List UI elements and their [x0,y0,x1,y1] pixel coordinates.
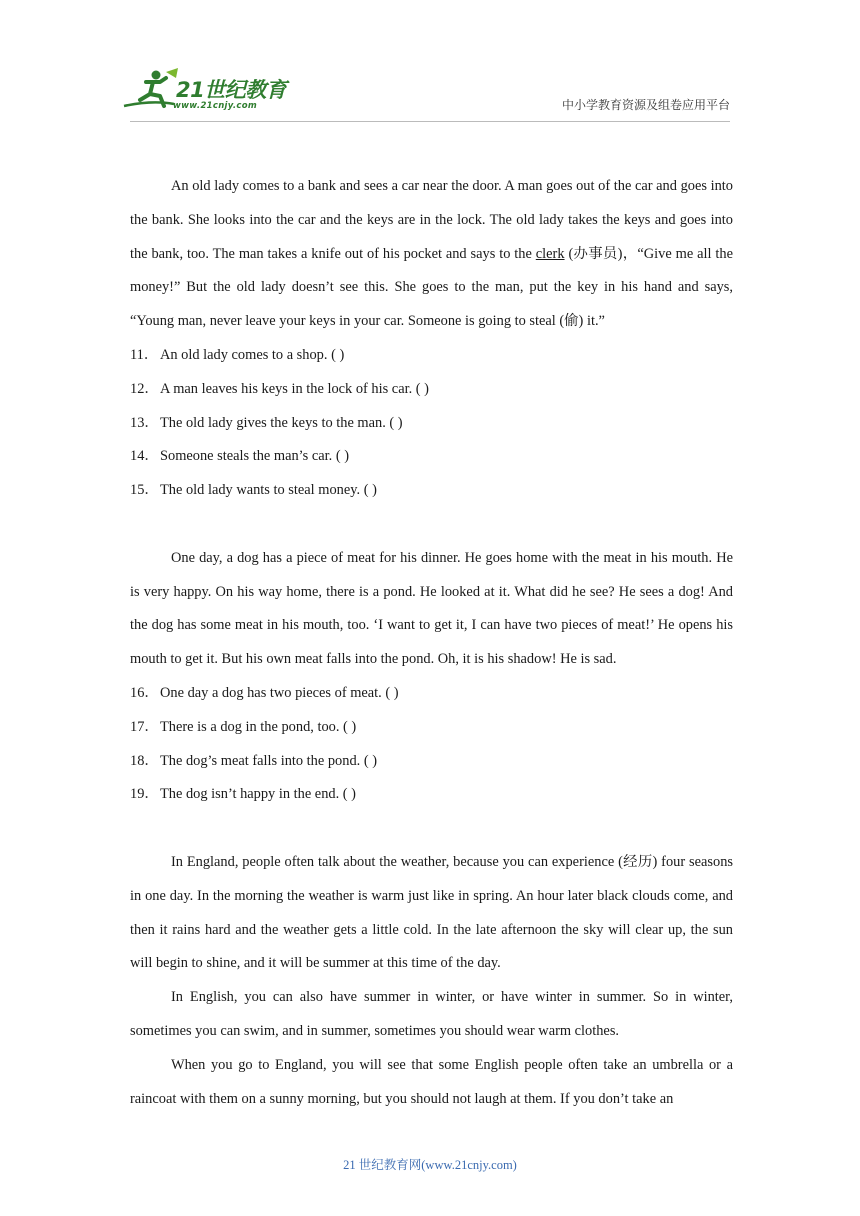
question-17 [130,711,733,745]
question-12 [130,373,733,407]
question-text: Someone steals the man’s car. ( ) [160,448,350,465]
question-14 [130,440,733,474]
question-number: 11． [130,346,159,363]
question-number: 18． [130,752,159,769]
question-number: 15． [130,482,159,499]
question-18 [130,745,733,779]
question-number: 13． [130,414,159,431]
logo-text: 21世纪教育 [176,78,287,102]
question-text: A man leaves his keys in the lock of his car. ( ) [160,380,429,397]
question-number: 17． [130,718,159,735]
question-text: There is a dog in the pond, too. ( ) [160,718,357,735]
passage-3-paragraph-1: In England, people often talk about the weather, because you can experience (经历) four seasons in one day. In the morning the weather is warm just like in spring. An hour later black clouds come, and then it rains hard and the weather gets a little cold. In the late afternoon the sky will clear up, the sun will begin to shine, and it will be summer at this time of the day. [130,853,733,972]
passage-1-text-a: An old lady comes to a bank and sees a car near the door. A man goes out of the car and goes into the bank. She looks into the car and the keys are in the lock. The old lady takes the keys and goes into the bank, too. The man takes a knife out of his pocket and says to the [130,178,733,262]
question-11 [130,339,733,373]
passage-1-paragraph [130,170,733,339]
question-text: The dog’s meat falls into the pond. ( ) [160,752,378,769]
question-number: 19． [130,786,159,803]
passage-3-paragraph-3: When you go to England, you will see that some English people often take an umbrella or a raincoat with them on a sunny morning, but you should not laugh at them. If you don’t take an [130,1056,733,1107]
question-text: An old lady comes to a shop. ( ) [160,346,345,363]
header-divider [130,121,730,122]
question-text: The old lady wants to steal money. ( ) [160,482,377,499]
question-15 [130,474,733,508]
document-body [130,170,733,1116]
section-gap [130,812,733,846]
question-number: 12． [130,380,159,397]
clerk-word: clerk [535,245,565,262]
question-text: The dog isn’t happy in the end. ( ) [160,786,356,803]
page-footer: 21 世纪教育网(www.21cnjy.com) [343,1158,517,1172]
question-13 [130,407,733,441]
passage-3-paragraph-2: In English, you can also have summer in winter, or have winter in summer. So in winter, sometimes you can swim, and in summer, sometimes you should wear warm clothes. [130,989,733,1039]
question-16 [130,677,733,711]
passage-2-paragraph: One day, a dog has a piece of meat for his dinner. He goes home with the meat in his mouth. He is very happy. On his way home, there is a pond. He looked at it. What did he see? He sees a dog! And the dog has some meat in his mouth, too. ‘I want to get it, I can have two pieces of meat!’ He opens his mouth to get it. But his own meat falls into the pond. Oh, it is his shadow! He is sad. [130,549,733,668]
section-gap [130,508,733,542]
platform-title: 中小学教育资源及组卷应用平台 [561,98,730,112]
logo-url: www.21cnjy.com [173,101,257,111]
passage-1-text-b: (办事员)，“Give me all the money!” But the old lady doesn’t see this. She goes to the man, put the key in his hand and says, “Young man, never leave your keys in your car. Someone is going to steal (偷) it.” [130,245,733,330]
question-19 [130,778,733,812]
question-number: 16． [130,684,159,701]
question-text: One day a dog has two pieces of meat. ( ) [160,684,399,701]
page-header [0,0,860,130]
question-number: 14． [130,448,159,465]
question-text: The old lady gives the keys to the man. ( ) [160,414,403,431]
